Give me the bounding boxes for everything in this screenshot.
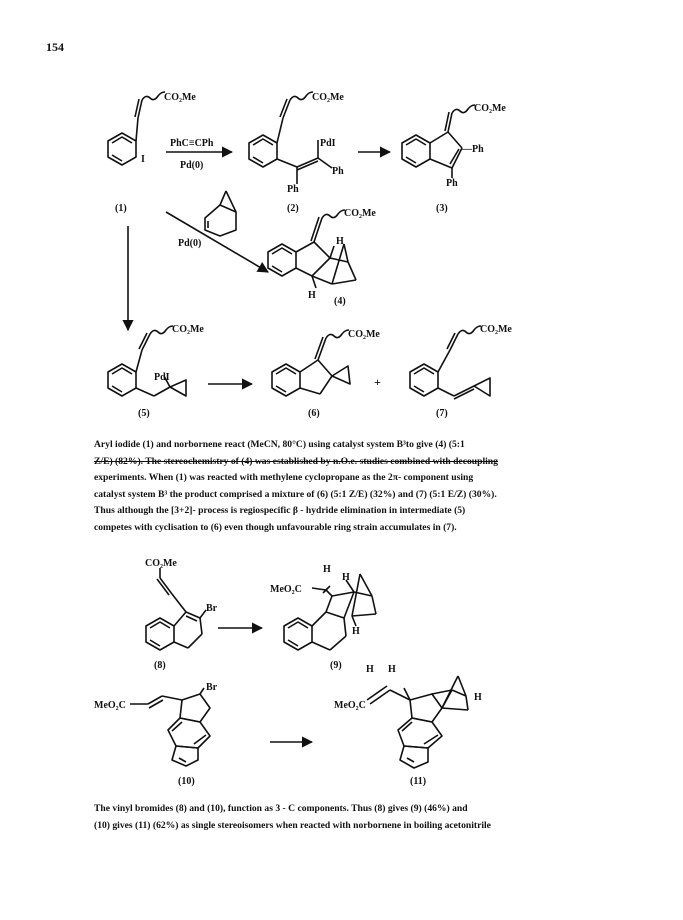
compound-11-h-1: H <box>366 664 374 675</box>
compound-4-h-top: H <box>336 236 344 247</box>
compound-9-h-2: H <box>342 572 350 583</box>
compound-label-3: (3) <box>436 203 448 214</box>
compound-8-structure <box>146 568 206 650</box>
reagent-diphenylacetylene: PhC≡CPh <box>170 138 214 149</box>
paragraph-line: Thus although the [3+2]- process is regiospecific β - hydride elimination in intermediate (5) <box>94 505 466 517</box>
compound-2-ph-bottom: Ph <box>287 184 299 195</box>
compound-2-ph-right: Ph <box>332 166 344 177</box>
paragraph-line: (10) gives (11) (62%) as single stereoisomers when reacted with norbornene in boiling acetonitrile <box>94 819 491 831</box>
compound-1-structure <box>108 92 165 165</box>
compound-5-pdi: PdI <box>154 372 170 383</box>
compound-3-co2me: CO₂Me <box>474 103 506 114</box>
compound-5-structure <box>108 326 186 396</box>
compound-label-2: (2) <box>287 203 299 214</box>
compound-label-8: (8) <box>154 660 166 671</box>
compound-11-meo2c: MeO₂C <box>334 700 366 711</box>
reagent-pd0-norbornene: Pd(0) <box>178 238 202 249</box>
compound-9-h-1: H <box>323 564 331 575</box>
paragraph-norbornene-results <box>94 437 594 537</box>
page-number: 154 <box>46 40 64 54</box>
compound-9-meo2c: MeO₂C <box>270 584 302 595</box>
paragraph-line: experiments. When (1) was reacted with methylene cyclopropane as the 2π- component using <box>94 472 474 484</box>
compound-4-co2me: CO₂Me <box>344 208 376 219</box>
compound-1-iodide: I <box>141 154 145 165</box>
compound-10-br: Br <box>206 682 218 693</box>
compound-label-5: (5) <box>138 408 150 419</box>
compound-2-pdi: PdI <box>320 138 336 149</box>
norbornene-reagent <box>205 191 236 236</box>
paragraph-line: The vinyl bromides (8) and (10), function as 3 - C components. Thus (8) gives (9) (46%) and <box>94 803 468 814</box>
compound-label-6: (6) <box>308 408 320 419</box>
compound-1-co2me: CO₂Me <box>164 92 196 103</box>
compound-9-h-3: H <box>352 626 360 637</box>
compound-11-h-2: H <box>388 664 396 675</box>
compound-4-h-bottom: H <box>308 290 316 301</box>
compound-4-structure <box>268 210 356 288</box>
compound-8-br: Br <box>206 603 218 614</box>
compound-3-structure <box>402 105 475 178</box>
compound-5-co2me: CO₂Me <box>172 324 204 335</box>
compound-6-structure <box>272 330 350 396</box>
compound-3-ph-bottom: Ph <box>446 178 458 189</box>
paragraph-line: Aryl iodide (1) and norbornene react (MeCN, 80°C) using catalyst system B³to give (4) (5:1 <box>94 439 465 450</box>
compound-3-ph-right: —Ph <box>462 144 484 155</box>
compound-label-1: (1) <box>115 203 127 214</box>
compound-label-11: (11) <box>410 776 427 787</box>
reagent-pd0-top: Pd(0) <box>180 160 204 171</box>
compound-label-10: (10) <box>178 776 195 787</box>
paragraph-vinyl-bromides <box>94 801 594 834</box>
compound-label-4: (4) <box>334 296 346 307</box>
compound-label-7: (7) <box>436 408 448 419</box>
compound-7-structure <box>410 326 490 399</box>
compound-label-9: (9) <box>330 660 342 671</box>
compound-6-co2me: CO₂Me <box>348 329 380 340</box>
paragraph-line: Z/E) (82%). The stereochemistry of (4) was established by n.O.e. studies combined with decoupling <box>94 455 498 467</box>
compound-7-co2me: CO₂Me <box>480 324 512 335</box>
compound-8-co2me: CO₂Me <box>145 558 177 569</box>
compound-2-co2me: CO₂Me <box>312 92 344 103</box>
paragraph-line: catalyst system B³ the product comprised a mixture of (6) (5:1 Z/E) (32%) and (7) (5:1 E/Z) (30%). <box>94 488 497 500</box>
compound-11-h-3: H <box>474 692 482 703</box>
compound-10-meo2c: MeO₂C <box>94 700 126 711</box>
paragraph-line: competes with cyclisation to (6) even though unfavourable ring strain accumulates in (7). <box>94 521 457 533</box>
compound-11-structure <box>367 676 468 768</box>
plus-sign: + <box>374 375 381 389</box>
compound-10-structure <box>130 688 210 766</box>
